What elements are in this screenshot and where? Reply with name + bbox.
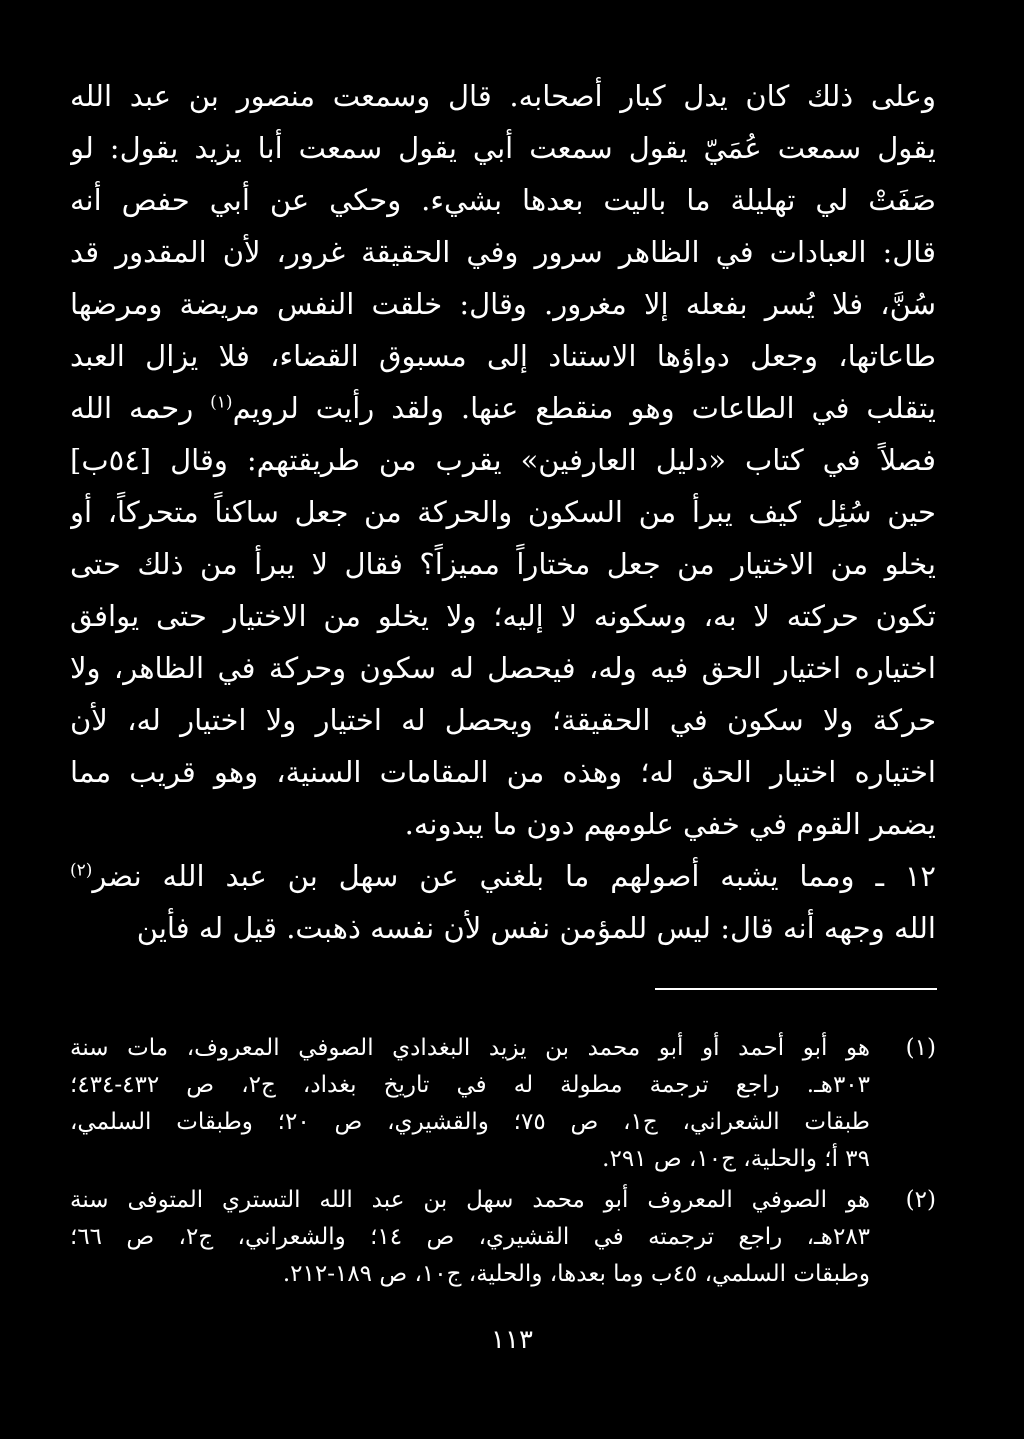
page-number: ١١٣ (491, 1325, 533, 1355)
text-line: فصلاً في كتاب «دليل العارفين» يقرب من طريقتهم: وقال [٥٤ب] (70, 443, 936, 477)
footnote-2 (70, 1182, 936, 1293)
footnote-separator (655, 988, 937, 990)
page-body (70, 70, 936, 954)
footnote-line: هو الصوفي المعروف أبو محمد سهل بن عبد الله التستري المتوفى سنة (70, 1187, 870, 1213)
text-line-with-ref (70, 850, 936, 902)
text-line: سُنَّ، فلا يُسر بفعله إلا مغرور. وقال: خلقت النفس مريضة ومرضها (70, 287, 936, 321)
footnote-line: ٣٩ أ؛ والحلية، ج١٠، ص ٢٩١. (602, 1146, 870, 1172)
text-line: الله وجهه أنه قال: ليس للمؤمن نفس لأن نفسه ذهبت. قيل له فأين (136, 911, 936, 945)
footnote-line: ٢٨٣هـ، راجع ترجمته في القشيري، ص ١٤؛ والشعراني، ج٢، ص ٦٦؛ (70, 1224, 870, 1250)
text-line: طاعاتها، وجعل دواؤها الاستناد إلى مسبوق القضاء، فلا يزال العبد (70, 339, 936, 373)
text-line: تكون حركته لا به، وسكونه لا إليه؛ ولا يخلو من الاختيار حتى يوافق (70, 599, 936, 633)
text-segment: رحمه الله (70, 391, 211, 425)
footnote-1 (70, 1030, 936, 1178)
text-line: قال: العبادات في الظاهر سرور وفي الحقيقة غرور، لأن المقدور قد (70, 235, 936, 269)
footnote-line: هو أبو أحمد أو أبو محمد بن يزيد البغدادي الصوفي المعروف، مات سنة (70, 1035, 870, 1061)
text-segment: ١٢ ـ ومما يشبه أصولهم ما بلغني عن سهل بن عبد الله نضر (92, 859, 936, 893)
text-line: يخلو من الاختيار من جعل مختاراً مميزاً؟ فقال لا يبرأ من ذلك حتى (70, 547, 936, 581)
footnote-ref-1[interactable]: (١) (210, 392, 233, 413)
text-line: اختياره اختيار الحق فيه وله، فيحصل له سكون وحركة في الظاهر، ولا (70, 651, 936, 685)
text-line: يضمر القوم في خفي علومهم دون ما يبدونه. (404, 807, 936, 841)
footnote-number: (٢) (905, 1187, 936, 1213)
text-line: حين سُئِل كيف يبرأ من السكون والحركة من جعل ساكناً متحركاً، أو (70, 495, 936, 529)
footnotes (70, 1030, 936, 1297)
text-segment: يتقلب في الطاعات وهو منقطع عنها. ولقد رأيت لرويم (232, 391, 936, 425)
text-line: يقول سمعت عُمَيّ يقول سمعت أبي يقول سمعت أبا يزيد يقول: لو (70, 131, 936, 165)
text-line-with-ref (70, 382, 936, 434)
main-text (70, 70, 936, 954)
text-line: حركة ولا سكون في الحقيقة؛ ويحصل له اختيار ولا اختيار له، لأن (70, 703, 936, 737)
footnote-line: طبقات الشعراني، ج١، ص ٧٥؛ والقشيري، ص ٢٠؛ وطبقات السلمي، (70, 1109, 870, 1135)
footnote-line: وطبقات السلمي، ٤٥ب وما بعدها، والحلية، ج١٠، ص ١٨٩-٢١٢. (282, 1261, 870, 1287)
text-line: اختياره اختيار الحق له؛ وهذه من المقامات السنية، وهو قريب مما (70, 755, 936, 789)
footnote-number: (١) (905, 1035, 936, 1061)
text-line: وعلى ذلك كان يدل كبار أصحابه. قال وسمعت منصور بن عبد الله (70, 79, 936, 113)
footnote-ref-2[interactable]: (٢) (70, 860, 93, 881)
footnote-line: ٣٠٣هـ. راجع ترجمة مطولة له في تاريخ بغداد، ج٢، ص ٤٣٢-٤٣٤؛ (70, 1072, 870, 1098)
text-line: صَفَتْ لي تهليلة ما باليت بعدها بشيء. وحكي عن أبي حفص أنه (70, 183, 936, 217)
